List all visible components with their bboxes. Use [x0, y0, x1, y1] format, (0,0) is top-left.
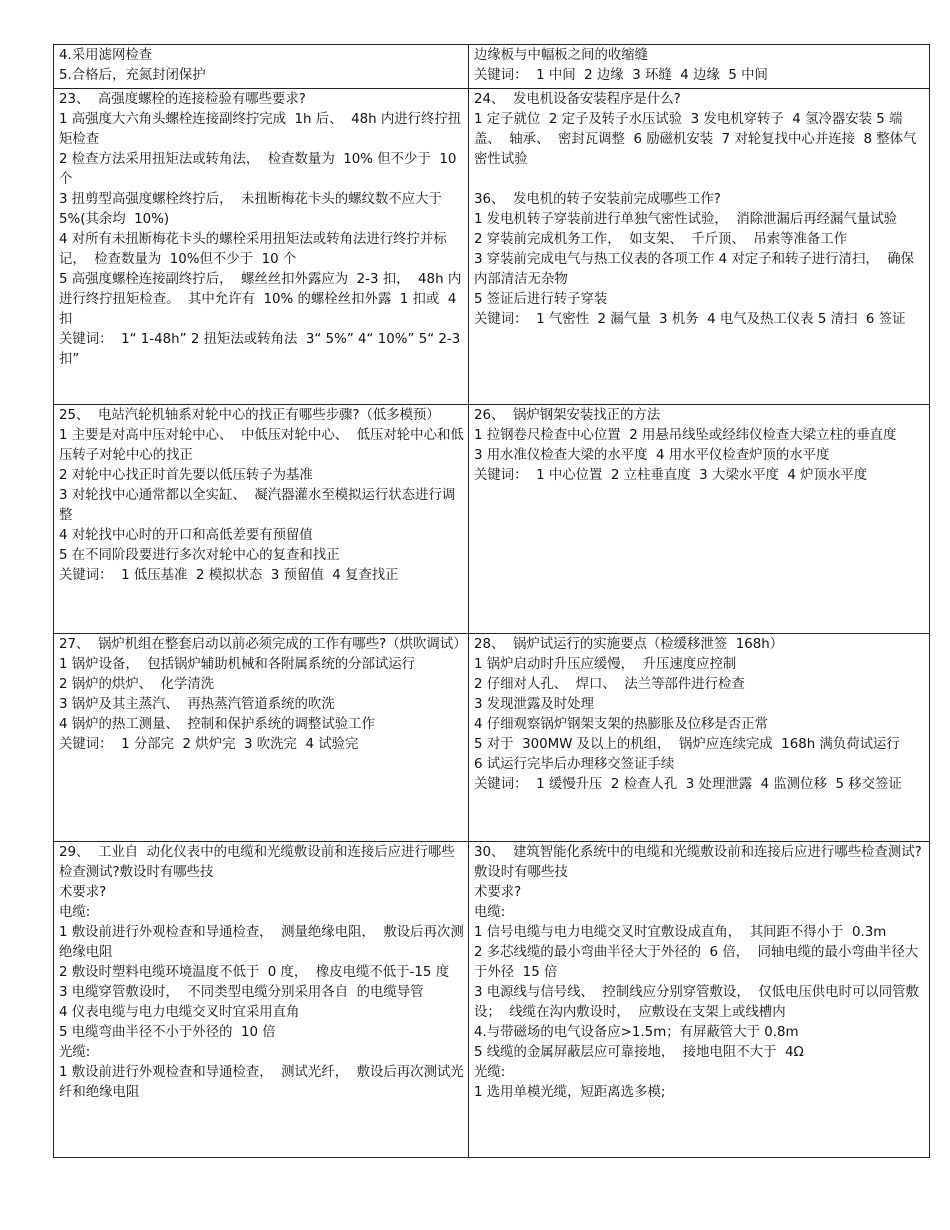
text-line: 1 定子就位 2 定子及转子水压试验 3 发电机穿转子 4 氢冷器安装 5 端盖、 轴承、 密封瓦调整 6 励磁机安装 7 对轮复找中心并连接 8 整体气密性试验 — [474, 112, 917, 167]
text-line: 5 线缆的金属屏蔽层应可靠接地， 接地电阻不大于 4Ω — [474, 1045, 804, 1060]
table-cell-left — [54, 405, 469, 634]
text-line: 30、 建筑智能化系统中的电缆和光缆敷设前和连接后应进行哪些检查测试?敷设时有哪些技 — [474, 845, 922, 880]
text-line: 关键词： 1 低压基准 2 模拟状态 3 预留值 4 复查找正 — [59, 568, 399, 583]
text-line: 关键词： 1“ 1-48h” 2 扭矩法或转角法 3“ 5%” 4“ 10%” 5“ 2-3 扣” — [59, 332, 465, 367]
text-line: 1 发电机转子穿装前进行单独气密性试验， 消除泄漏后再经漏气量试验 — [474, 212, 898, 227]
text-line: 36、 发电机的转子安装前完成哪些工作? — [474, 192, 721, 207]
text-line: 4.采用滤网检查 — [59, 48, 153, 63]
text-line: 关键词： 1 气密性 2 漏气量 3 机务 4 电气及热工仪表 5 清扫 6 签证 — [474, 312, 906, 327]
text-line: 关键词： 1 中间 2 边缘 3 环缝 4 边缘 5 中间 — [474, 68, 768, 83]
text-line: 1 信号电缆与电力电缆交叉时宜敷设成直角， 其间距不得小于 0.3m — [474, 925, 887, 940]
text-line: 4 仔细观察锅炉钢架支架的热膨胀及位移是否正常 — [474, 717, 768, 732]
text-line: 5 电缆弯曲半径不小于外径的 10 倍 — [59, 1025, 276, 1040]
table-cell-left — [54, 89, 469, 405]
table-cell-right — [469, 405, 930, 634]
table-row — [54, 45, 930, 89]
table-cell-left — [54, 45, 469, 89]
text-line: 1 锅炉启动时升压应缓慢， 升压速度应控制 — [474, 657, 737, 672]
text-line: 3 穿装前完成电气与热工仪表的各项工作 4 对定子和转子进行清扫， 确保内部清洁无杂物 — [474, 252, 915, 287]
text-line: 光缆: — [474, 1065, 506, 1080]
text-line: 1 主要是对高中压对轮中心、 中低压对轮中心、 低压对轮中心和低压转子对轮中心的找正 — [59, 428, 464, 463]
text-line: 5 高强度螺栓连接副终拧后， 螺丝丝扣外露应为 2-3 扣， 48h 内进行终拧扭矩检查。 其中允许有 10% 的螺栓丝扣外露 1 扣或 4 扣 — [59, 272, 462, 327]
text-line: 光缆: — [59, 1045, 91, 1060]
table-cell-right — [469, 45, 930, 89]
text-line: 1 高强度大六角头螺栓连接副终拧完成 1h 后、 48h 内进行终拧扭矩检查 — [59, 112, 462, 147]
text-line: 24、 发电机设备安装程序是什么? — [474, 92, 681, 107]
text-line: 电缆: — [59, 905, 91, 920]
text-line: 3 锅炉及其主蒸汽、 再热蒸汽管道系统的吹洗 — [59, 697, 335, 712]
table-cell-right — [469, 89, 930, 405]
text-line: 27、 锅炉机组在整套启动以前必须完成的工作有哪些?（烘吹调试） — [59, 637, 467, 652]
table-row — [54, 634, 930, 842]
text-line: 4 锅炉的热工测量、 控制和保护系统的调整试验工作 — [59, 717, 375, 732]
text-line: 3 扭剪型高强度螺栓终拧后， 未扭断梅花卡头的螺纹数不应大于 5%(其余均 10%) — [59, 192, 451, 227]
qa-table — [53, 44, 930, 1158]
text-line: 1 敷设前进行外观检查和导通检查， 测试光纤， 敷设后再次测试光纤和绝缘电阻 — [59, 1065, 464, 1100]
text-line: 6 试运行完毕后办理移交签证手续 — [474, 757, 675, 772]
text-line: 23、 高强度螺栓的连接检验有哪些要求? — [59, 92, 306, 107]
text-line: 5.合格后，充氮封闭保护 — [59, 68, 206, 83]
text-line: 5 签证后进行转子穿装 — [474, 292, 608, 307]
table-row — [54, 842, 930, 1158]
text-line: 4 对轮找中心时的开口和高低差要有预留值 — [59, 528, 313, 543]
text-line: 5 对于 300MW 及以上的机组， 锅炉应连续完成 168h 满负荷试运行 — [474, 737, 900, 752]
text-line: 2 锅炉的烘炉、 化学清洗 — [59, 677, 215, 692]
text-line: 关键词： 1 中心位置 2 立柱垂直度 3 大梁水平度 4 炉顶水平度 — [474, 468, 868, 483]
text-line: 关键词： 1 缓慢升压 2 检查人孔 3 处理泄露 4 监测位移 5 移交签证 — [474, 777, 902, 792]
text-line: 3 电源线与信号线、 控制线应分别穿管敷设， 仅低电压供电时可以同管敷设； 线缆在沟内敷设时， 应敷设在支架上或线槽内 — [474, 985, 919, 1020]
text-line: 5 在不同阶段要进行多次对轮中心的复查和找正 — [59, 548, 340, 563]
text-line: 1 敷设前进行外观检查和导通检查， 测量绝缘电阻， 敷设后再次测绝缘电阻 — [59, 925, 464, 960]
table-cell-right — [469, 842, 930, 1158]
text-line: 边缘板与中幅板之间的收缩缝 — [474, 48, 649, 63]
text-line: 3 发现泄露及时处理 — [474, 697, 594, 712]
text-line: 4.与带磁场的电气设备应>1.5m；有屏蔽管大于 0.8m — [474, 1025, 799, 1040]
text-line: 术要求? — [59, 885, 107, 900]
text-line: 1 拉钢卷尺检查中心位置 2 用悬吊线坠或经纬仪检查大梁立柱的垂直度 — [474, 428, 897, 443]
text-line: 2 多芯线缆的最小弯曲半径大于外径的 6 倍， 同轴电缆的最小弯曲半径大于外径 15 倍 — [474, 945, 919, 980]
text-line: 电缆: — [474, 905, 506, 920]
text-line: 术要求? — [474, 885, 522, 900]
text-line: 1 选用单模光缆，短距离选多模; — [474, 1085, 666, 1100]
text-line: 1 锅炉设备， 包括锅炉辅助机械和各附属系统的分部试运行 — [59, 657, 416, 672]
table-row — [54, 89, 930, 405]
text-line: 3 对轮找中心通常都以全实缸、 凝汽器灌水至模拟运行状态进行调整 — [59, 488, 456, 523]
text-line: 关键词： 1 分部完 2 烘炉完 3 吹洗完 4 试验完 — [59, 737, 359, 752]
text-line: 2 检查方法采用扭矩法或转角法， 检查数量为 10% 但不少于 10 个 — [59, 152, 461, 187]
text-line: 26、 锅炉钢架安装找正的方法 — [474, 408, 661, 423]
text-line: 4 对所有未扭断梅花卡头的螺栓采用扭矩法或转角法进行终拧并标记， 检查数量为 10%但不少于 10 个 — [59, 232, 447, 267]
text-line: 28、 锅炉试运行的实施要点（检缓移泄签 168h） — [474, 637, 784, 652]
text-line: 29、 工业自 动化仪表中的电缆和光缆敷设前和连接后应进行哪些检查测试?敷设时有哪些技 — [59, 845, 455, 880]
text-line: 2 敷设时塑料电缆环境温度不低于 0 度， 橡皮电缆不低于-15 度 — [59, 965, 450, 980]
table-cell-left — [54, 842, 469, 1158]
table-row — [54, 405, 930, 634]
text-line: 25、 电站汽轮机轴系对轮中心的找正有哪些步骤?（低多模预） — [59, 408, 440, 423]
table-cell-right — [469, 634, 930, 842]
table-cell-left — [54, 634, 469, 842]
text-line: 2 对轮中心找正时首先要以低压转子为基准 — [59, 468, 313, 483]
text-line: 3 用水准仪检查大梁的水平度 4 用水平仪检查炉顶的水平度 — [474, 448, 830, 463]
text-line: 3 电缆穿管敷设时， 不同类型电缆分别采用各自 的电缆导管 — [59, 985, 424, 1000]
text-line: 2 仔细对人孔、 焊口、 法兰等部件进行检查 — [474, 677, 745, 692]
text-line: 4 仪表电缆与电力电缆交叉时宜采用直角 — [59, 1005, 300, 1020]
text-line: 2 穿装前完成机务工作， 如支架、 千斤顶、 吊索等准备工作 — [474, 232, 848, 247]
text-line — [474, 170, 925, 190]
